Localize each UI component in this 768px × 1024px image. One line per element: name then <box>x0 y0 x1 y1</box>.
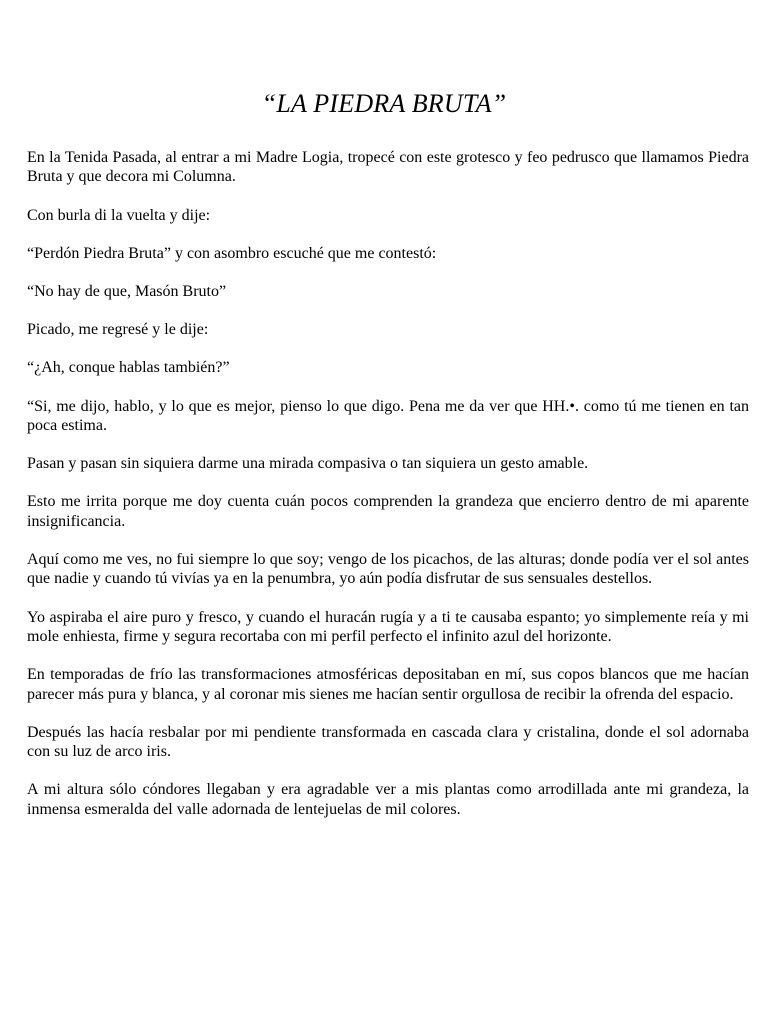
paragraph: Yo aspiraba el aire puro y fresco, y cuando el huracán rugía y a ti te causaba espanto; yo simplemente reía y mi mole enhiesta, firme y segura recortaba con mi perfil perfecto el infinito azul del horizonte. <box>27 608 749 646</box>
paragraph: “No hay de que, Masón Bruto” <box>27 283 227 301</box>
paragraph: Después las hacía resbalar por mi pendiente transformada en cascada clara y cristalina, donde el sol adornaba con su luz de arco iris. <box>27 723 749 761</box>
paragraph: Con burla di la vuelta y dije: <box>27 206 211 224</box>
paragraph: Picado, me regresé y le dije: <box>27 321 209 339</box>
paragraph: Pasan y pasan sin siquiera darme una mirada compasiva o tan siquiera un gesto amable. <box>27 455 589 473</box>
paragraph: Aquí como me ves, no fui siempre lo que soy; vengo de los picachos, de las alturas; donde podía ver el sol antes que nadie y cuando tú vivías ya en la penumbra, yo aún podía disfrutar de sus sensuales destellos. <box>27 551 749 588</box>
paragraph: A mi altura sólo cóndores llegaban y era agradable ver a mis plantas como arrodillada ante mi grandeza, la inmensa esmeralda del valle adornada de lentejuelas de mil colores. <box>27 781 749 818</box>
paragraph: Esto me irrita porque me doy cuenta cuán pocos comprenden la grandeza que encierro dentro de mi aparente insignificancia. <box>27 493 749 530</box>
document-body <box>27 148 749 838</box>
document-title: “LA PIEDRA BRUTA” <box>261 89 507 118</box>
paragraph: En la Tenida Pasada, al entrar a mi Madre Logia, tropecé con este grotesco y feo pedrusco que llamamos Piedra Bruta y que decora mi Columna. <box>27 149 749 186</box>
paragraph: En temporadas de frío las transformaciones atmosféricas depositaban en mí, sus copos blancos que me hacían parecer más pura y blanca, y al coronar mis sienes me hacían sentir orgullosa de recibir la ofrenda del espacio. <box>27 666 749 703</box>
paragraph: “Perdón Piedra Bruta” y con asombro escuché que me contestó: <box>27 244 437 262</box>
paragraph: “Si, me dijo, hablo, y lo que es mejor, pienso lo que digo. Pena me da ver que HH.•. como tú me tienen en tan poca estima. <box>27 397 749 435</box>
paragraph: “¿Ah, conque hablas también?” <box>27 359 230 377</box>
